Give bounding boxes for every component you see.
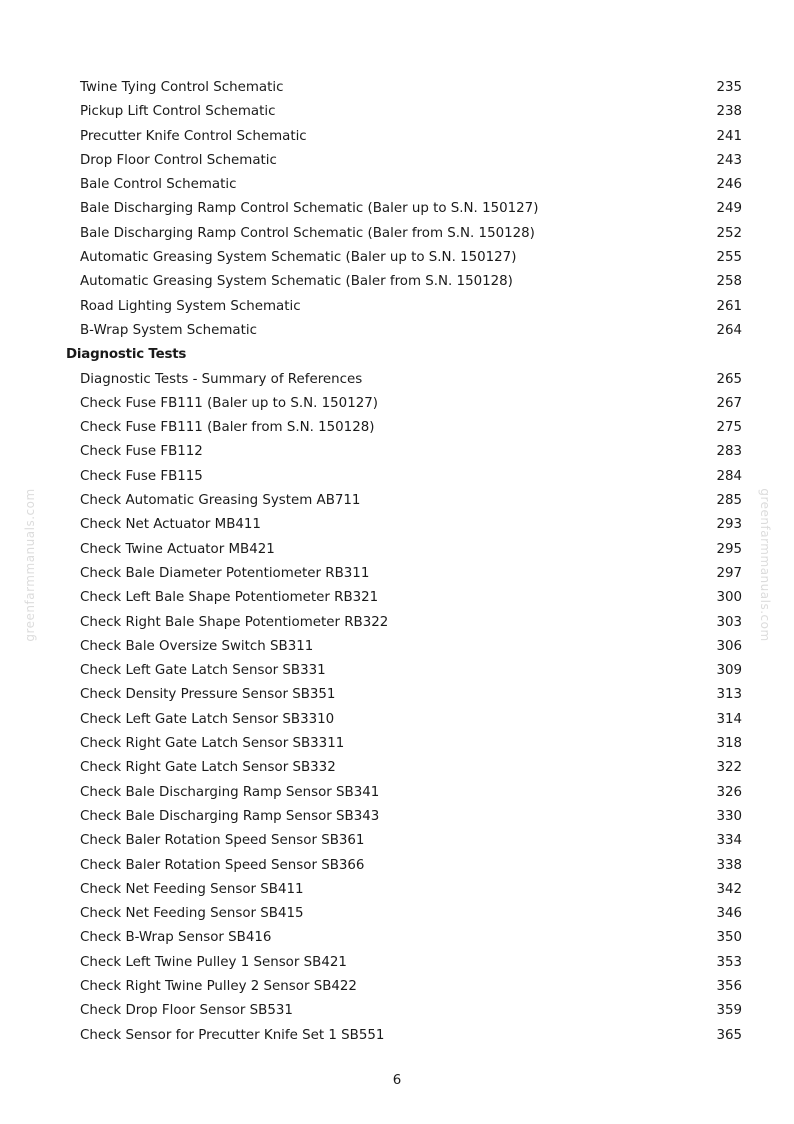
toc-entry-page[interactable]: 350	[716, 930, 742, 946]
toc-entry[interactable]	[0, 513, 794, 537]
toc-entry-title[interactable]: Check B-Wrap Sensor SB416	[80, 930, 272, 946]
toc-entry[interactable]	[0, 951, 794, 975]
toc-entry-title[interactable]: Check Twine Actuator MB421	[80, 541, 275, 557]
page-number: 6	[392, 1073, 402, 1088]
toc-entry[interactable]	[0, 975, 794, 999]
toc-entry[interactable]	[0, 392, 794, 416]
toc-entry[interactable]	[0, 829, 794, 853]
toc-section-heading	[0, 343, 794, 367]
toc-entry-title[interactable]: Check Net Feeding Sensor SB415	[80, 906, 304, 922]
toc-entry-page[interactable]: 365	[716, 1027, 742, 1043]
toc-entry-page[interactable]: 295	[716, 541, 742, 557]
toc-entry-page[interactable]: 275	[716, 420, 742, 436]
toc-entry-title[interactable]: Check Fuse FB111 (Baler up to S.N. 150127)	[80, 395, 378, 411]
toc-entry-title[interactable]: Check Automatic Greasing System AB711	[80, 493, 361, 509]
toc-entry[interactable]	[0, 440, 794, 464]
toc-entry-title[interactable]: Check Net Actuator MB411	[80, 517, 261, 533]
toc-entry-title[interactable]: Check Bale Oversize Switch SB311	[80, 638, 314, 654]
toc-entry-title[interactable]: Road Lighting System Schematic	[80, 298, 301, 314]
toc-entry-title[interactable]: Bale Control Schematic	[80, 177, 237, 193]
watermark-right: greenfarmmanuals.com	[758, 488, 772, 642]
toc-entry-page[interactable]: 293	[716, 517, 742, 533]
toc-entry-title[interactable]: Check Fuse FB112	[80, 444, 203, 460]
toc-entry-page[interactable]: 297	[716, 565, 742, 581]
toc-entry-page[interactable]: 252	[716, 225, 742, 241]
toc-entry[interactable]	[0, 270, 794, 294]
toc-entry-page[interactable]: 261	[716, 298, 742, 314]
toc-entry-title[interactable]: Drop Floor Control Schematic	[80, 152, 277, 168]
toc-entry[interactable]	[0, 708, 794, 732]
table-of-contents	[0, 76, 794, 1048]
toc-entry[interactable]	[0, 246, 794, 270]
toc-entry-title[interactable]: Check Fuse FB115	[80, 468, 203, 484]
toc-entry[interactable]	[0, 173, 794, 197]
toc-entry[interactable]	[0, 781, 794, 805]
toc-entry-page[interactable]: 264	[716, 322, 742, 338]
toc-entry-page[interactable]: 326	[716, 784, 742, 800]
toc-entry-page[interactable]: 283	[716, 444, 742, 460]
toc-entry-page[interactable]: 238	[716, 104, 742, 120]
toc-entry-title[interactable]: Check Right Gate Latch Sensor SB3311	[80, 736, 345, 752]
toc-entry-page[interactable]: 346	[716, 906, 742, 922]
toc-entry[interactable]	[0, 562, 794, 586]
toc-entry-title[interactable]: Check Right Bale Shape Potentiometer RB322	[80, 614, 389, 630]
toc-entry[interactable]	[0, 222, 794, 246]
toc-entry[interactable]	[0, 999, 794, 1023]
toc-entry-page[interactable]: 356	[716, 978, 742, 994]
toc-entry[interactable]	[0, 805, 794, 829]
toc-entry-title[interactable]: Bale Discharging Ramp Control Schematic (Baler from S.N. 150128)	[80, 225, 535, 241]
toc-entry[interactable]	[0, 125, 794, 149]
toc-section-title: Diagnostic Tests	[66, 347, 187, 363]
toc-entry-title[interactable]: Check Left Gate Latch Sensor SB3310	[80, 711, 335, 727]
toc-entry-page[interactable]: 243	[716, 152, 742, 168]
toc-entry-page[interactable]: 255	[716, 250, 742, 266]
toc-entry-page[interactable]: 353	[716, 954, 742, 970]
toc-entry-title[interactable]: Check Right Twine Pulley 2 Sensor SB422	[80, 978, 357, 994]
toc-entry[interactable]	[0, 149, 794, 173]
toc-entry-page[interactable]: 300	[716, 590, 742, 606]
toc-entry-page[interactable]: 313	[716, 687, 742, 703]
toc-entry-title[interactable]: Check Drop Floor Sensor SB531	[80, 1003, 293, 1019]
watermark-left: greenfarmmanuals.com	[23, 488, 37, 642]
toc-entry[interactable]	[0, 926, 794, 950]
toc-entry-page[interactable]: 249	[716, 201, 742, 217]
toc-entry-title[interactable]: Precutter Knife Control Schematic	[80, 128, 307, 144]
toc-entry-title[interactable]: Automatic Greasing System Schematic (Baler from S.N. 150128)	[80, 274, 513, 290]
toc-entry-title[interactable]: Automatic Greasing System Schematic (Baler up to S.N. 150127)	[80, 250, 517, 266]
toc-entry-title[interactable]: Diagnostic Tests - Summary of References	[80, 371, 363, 387]
toc-entry-title[interactable]: Check Density Pressure Sensor SB351	[80, 687, 336, 703]
toc-entry-page[interactable]: 246	[716, 177, 742, 193]
toc-entry-page[interactable]: 334	[716, 833, 742, 849]
toc-entry-page[interactable]: 314	[716, 711, 742, 727]
toc-entry[interactable]	[0, 100, 794, 124]
toc-entry-page[interactable]: 359	[716, 1003, 742, 1019]
toc-entry-page[interactable]: 284	[716, 468, 742, 484]
toc-entry-page[interactable]: 322	[716, 760, 742, 776]
toc-entry-title[interactable]: Check Sensor for Precutter Knife Set 1 SB551	[80, 1027, 385, 1043]
toc-entry-title[interactable]: Pickup Lift Control Schematic	[80, 104, 276, 120]
toc-entry-page[interactable]: 330	[716, 808, 742, 824]
toc-entry-title[interactable]: Check Baler Rotation Speed Sensor SB366	[80, 857, 365, 873]
toc-entry[interactable]	[0, 368, 794, 392]
toc-entry-title[interactable]: Check Left Gate Latch Sensor SB331	[80, 663, 326, 679]
toc-entry[interactable]	[0, 683, 794, 707]
toc-entry-page[interactable]: 285	[716, 493, 742, 509]
toc-entry-page[interactable]: 318	[716, 736, 742, 752]
toc-entry[interactable]	[0, 489, 794, 513]
toc-entry-title[interactable]: Check Bale Diameter Potentiometer RB311	[80, 565, 370, 581]
toc-entry-page[interactable]: 265	[716, 371, 742, 387]
toc-entry[interactable]	[0, 465, 794, 489]
toc-entry-page[interactable]: 303	[716, 614, 742, 630]
toc-entry-title[interactable]: Twine Tying Control Schematic	[80, 80, 284, 95]
toc-entry[interactable]	[0, 878, 794, 902]
toc-entry-page[interactable]: 309	[716, 663, 742, 679]
toc-entry[interactable]	[0, 611, 794, 635]
toc-entry[interactable]	[0, 1024, 794, 1048]
toc-entry[interactable]	[0, 635, 794, 659]
toc-entry-page[interactable]: 342	[716, 881, 742, 897]
toc-entry-page[interactable]: 241	[716, 128, 742, 144]
toc-entry-title[interactable]: Check Net Feeding Sensor SB411	[80, 881, 304, 897]
toc-entry-title[interactable]: Check Right Gate Latch Sensor SB332	[80, 760, 336, 776]
toc-entry-page[interactable]: 258	[716, 274, 742, 290]
toc-entry[interactable]	[0, 416, 794, 440]
toc-entry-title[interactable]: Check Baler Rotation Speed Sensor SB361	[80, 833, 365, 849]
toc-entry-title[interactable]: B-Wrap System Schematic	[80, 322, 257, 338]
toc-entry[interactable]	[0, 854, 794, 878]
toc-entry[interactable]	[0, 756, 794, 780]
toc-entry[interactable]	[0, 538, 794, 562]
toc-entry-page[interactable]: 306	[716, 638, 742, 654]
toc-entry-page[interactable]: 235	[716, 80, 742, 95]
toc-entry[interactable]	[0, 586, 794, 610]
toc-entry-title[interactable]: Check Left Bale Shape Potentiometer RB321	[80, 590, 379, 606]
toc-entry-title[interactable]: Bale Discharging Ramp Control Schematic (Baler up to S.N. 150127)	[80, 201, 539, 217]
toc-entry-title[interactable]: Check Left Twine Pulley 1 Sensor SB421	[80, 954, 347, 970]
toc-entry-title[interactable]: Check Bale Discharging Ramp Sensor SB341	[80, 784, 380, 800]
toc-entry-title[interactable]: Check Bale Discharging Ramp Sensor SB343	[80, 808, 380, 824]
toc-entry[interactable]	[0, 659, 794, 683]
toc-entry[interactable]	[0, 902, 794, 926]
toc-entry-page[interactable]: 267	[716, 395, 742, 411]
toc-entry[interactable]	[0, 319, 794, 343]
toc-entry[interactable]	[0, 197, 794, 221]
toc-entry[interactable]	[0, 732, 794, 756]
toc-entry-title[interactable]: Check Fuse FB111 (Baler from S.N. 150128)	[80, 420, 375, 436]
toc-entry[interactable]	[0, 76, 794, 100]
toc-entry-page[interactable]: 338	[716, 857, 742, 873]
toc-entry[interactable]	[0, 295, 794, 319]
